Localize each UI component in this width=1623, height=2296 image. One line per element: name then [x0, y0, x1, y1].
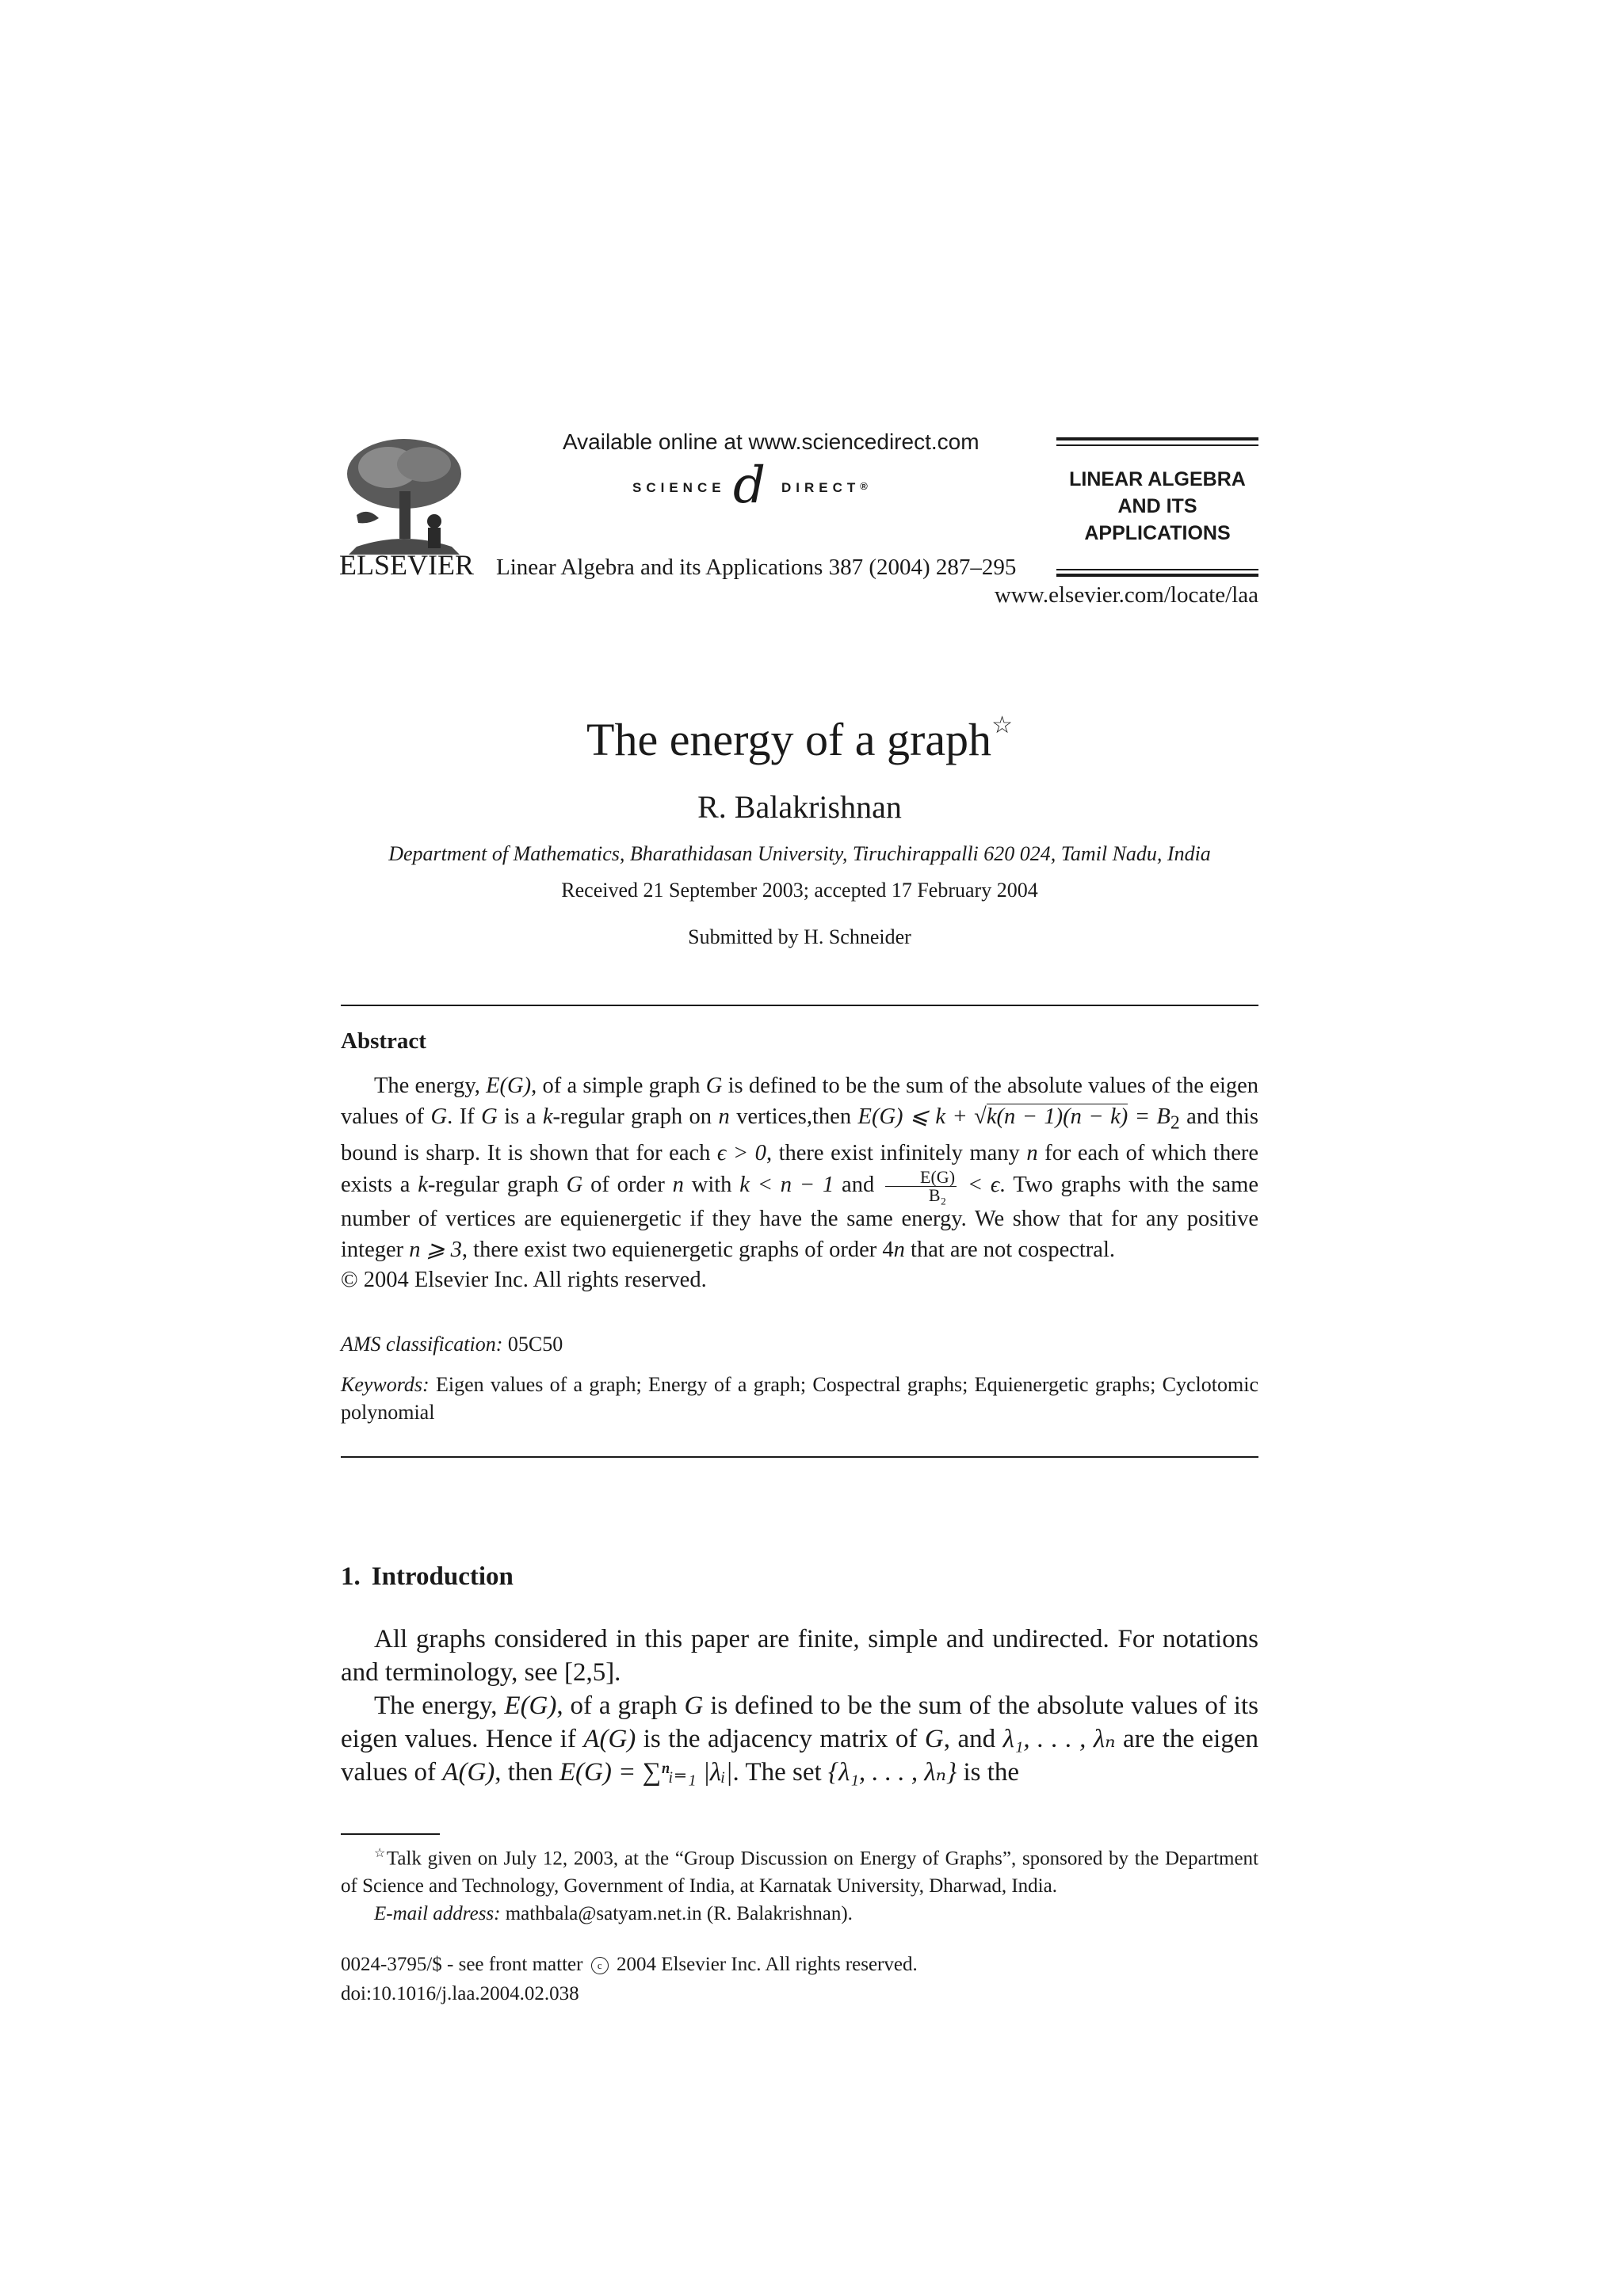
intro-text: is defined to be the sum of the absolute values of its eigen values. Hence if — [341, 1691, 1258, 1753]
intro-math: A(G) — [583, 1725, 636, 1753]
section-title: Introduction — [371, 1562, 514, 1591]
ams-value: 05C50 — [502, 1333, 563, 1356]
abstract-math: ϵ > 0 — [716, 1140, 766, 1165]
copyright-symbol: c — [591, 1957, 609, 1974]
abstract-text: of order — [582, 1173, 673, 1198]
footnote-email — [341, 1900, 1258, 1928]
abstract-math: G — [705, 1074, 723, 1098]
abstract-paragraph — [341, 1071, 1258, 1265]
abstract-text: -regular graph — [427, 1173, 567, 1198]
abstract-math: k — [418, 1173, 428, 1198]
abstract-text: and — [834, 1173, 883, 1198]
double-rule-top-a — [1056, 437, 1258, 441]
fraction-denominator: B₂ — [928, 1185, 947, 1206]
intro-math: {λ₁, . . . , λₙ} — [827, 1758, 957, 1787]
abstract-text: , of a simple graph — [531, 1074, 706, 1098]
title-star-mark: ☆ — [991, 712, 1013, 738]
sciencedirect-logo — [632, 456, 902, 518]
abstract-bottom-rule — [341, 1456, 1258, 1458]
energy-sum-math: E(G) = ∑ⁿᵢ₌₁ |λᵢ| — [559, 1758, 733, 1787]
abstract-text: is a — [497, 1104, 543, 1129]
intro-math: E(G) — [504, 1691, 557, 1720]
front-matter-text: 0024-3795/$ - see front matter — [341, 1954, 588, 1975]
abstract-math: n — [718, 1104, 730, 1129]
front-matter-text: 2004 Elsevier Inc. All rights reserved. — [611, 1954, 918, 1975]
energy-bound-math: E(G) ⩽ k + √ — [857, 1104, 987, 1129]
sd-left-word: SCIENCE — [632, 480, 726, 495]
publisher-name: ELSEVIER — [339, 549, 474, 581]
intro-text: The energy, — [374, 1691, 505, 1720]
abstract-text: that are not cospectral. — [904, 1237, 1115, 1262]
intro-text: . The set — [732, 1758, 828, 1787]
abstract-math: n — [1026, 1140, 1038, 1165]
journal-url: www.elsevier.com/locate/laa — [994, 582, 1258, 608]
introduction-body — [341, 1623, 1258, 1789]
ams-classification — [341, 1333, 563, 1356]
intro-math: λ₁, . . . , λₙ — [1002, 1725, 1116, 1753]
intro-paragraph-2 — [341, 1689, 1258, 1789]
abstract-heading: Abstract — [341, 1028, 426, 1054]
email-label: E-mail address: — [374, 1903, 501, 1925]
abstract-text: is defined to be the sum of the absolute values of the eigen values of — [341, 1074, 1259, 1129]
abstract-math: G — [481, 1104, 498, 1129]
energy-ratio-fraction — [885, 1169, 957, 1204]
article-page — [341, 0, 1258, 2296]
double-rule-bottom-b — [1056, 574, 1258, 577]
abstract-text: -regular graph on — [552, 1104, 719, 1129]
subscript: 2 — [1170, 1112, 1180, 1134]
doi: doi:10.1016/j.laa.2004.02.038 — [341, 1983, 579, 2004]
abstract-text: . Two graphs with the same number of vertices are equienergetic if they have the same energy. We show that for any positive integer — [341, 1173, 1259, 1262]
sd-right-word — [781, 480, 868, 496]
abstract-math: G — [566, 1173, 583, 1198]
journal-box-title: LINEAR ALGEBRA AND ITS APPLICATIONS — [1069, 468, 1246, 544]
intro-text: , and — [943, 1725, 1003, 1753]
abstract-math: n — [893, 1237, 905, 1262]
double-rule-bottom-a — [1056, 569, 1258, 570]
intro-text: is the — [957, 1758, 1020, 1787]
keywords-value: Eigen values of a graph; Energy of a graph; Cospectral graphs; Equienergetic graphs; Cyclotomic polynomial — [341, 1373, 1258, 1424]
abstract-text: The energy, — [374, 1074, 487, 1098]
intro-text: are the eigen values of — [341, 1725, 1258, 1787]
abstract-text: for each of which there exists a — [341, 1140, 1258, 1198]
intro-math: G — [924, 1725, 944, 1753]
section-heading — [341, 1562, 514, 1592]
journal-citation: Linear Algebra and its Applications 387 (2004) 287–295 — [496, 555, 1017, 580]
registered-mark: ® — [860, 480, 868, 492]
intro-text: , then — [495, 1758, 559, 1787]
email-value: mathbala@satyam.net.in (R. Balakrishnan). — [500, 1903, 853, 1925]
abstract-top-rule — [341, 1005, 1258, 1006]
intro-math: A(G) — [442, 1758, 495, 1787]
sd-d-mark: d — [733, 456, 766, 515]
received-dates: Received 21 September 2003; accepted 17 February 2004 — [561, 879, 1038, 902]
abstract-math: = B — [1128, 1104, 1170, 1129]
abstract-copyright: © 2004 Elsevier Inc. All rights reserved. — [341, 1268, 707, 1293]
author-affiliation: Department of Mathematics, Bharathidasan University, Tiruchirappalli 620 024, Tamil Nadu, India — [388, 842, 1211, 865]
available-online-text: Available online at www.sciencedirect.com — [563, 429, 980, 454]
keywords — [341, 1371, 1258, 1426]
intro-text: , of a graph — [556, 1691, 685, 1720]
intro-paragraph-1: All graphs considered in this paper are finite, simple and undirected. For notations and terminology, see [2,5]. — [341, 1625, 1258, 1687]
abstract-body — [341, 1071, 1258, 1296]
journal-title-box — [1056, 437, 1258, 578]
abstract-math: G — [430, 1104, 448, 1129]
submitted-by: Submitted by H. Schneider — [688, 925, 911, 948]
footnote-rule — [341, 1833, 440, 1835]
abstract-math: E(G) — [486, 1074, 532, 1098]
intro-math: G — [684, 1691, 704, 1720]
abstract-math: n ⩾ 3 — [409, 1237, 462, 1262]
front-matter-line — [341, 1950, 918, 1979]
abstract-math: k — [542, 1104, 553, 1129]
abstract-text: and this bound is sharp. It is shown that for each — [341, 1104, 1258, 1165]
keywords-label: Keywords: — [341, 1373, 430, 1396]
abstract-text: , there exist infinitely many — [766, 1140, 1027, 1165]
abstract-math: n — [672, 1173, 684, 1198]
abstract-math: < ϵ — [960, 1173, 1000, 1198]
footnote-star-mark: ☆ — [374, 1847, 387, 1860]
fraction-numerator: E(G) — [885, 1169, 957, 1187]
intro-text: is the adjacency matrix of — [636, 1725, 925, 1753]
paper-title — [341, 711, 1258, 766]
ams-label: AMS classification: — [341, 1333, 503, 1356]
front-matter — [341, 1950, 918, 2008]
author-name: R. Balakrishnan — [697, 789, 902, 825]
abstract-text: . If — [447, 1104, 482, 1129]
abstract-text: vertices,then — [729, 1104, 858, 1129]
section-number: 1. — [341, 1562, 361, 1591]
footnote-talk — [341, 1840, 1258, 1900]
footnote — [341, 1840, 1258, 1928]
abstract-math: k < n − 1 — [739, 1173, 834, 1198]
sqrt-radicand: k(n − 1)(n − k) — [986, 1104, 1128, 1129]
sd-right-text: DIRECT — [781, 480, 861, 495]
abstract-text: with — [683, 1173, 740, 1198]
paper-title-text: The energy of a graph — [586, 714, 992, 765]
abstract-text: , there exist two equienergetic graphs of order 4 — [461, 1237, 894, 1262]
double-rule-top-b — [1056, 444, 1258, 446]
elsevier-tree-logo — [341, 436, 468, 555]
footnote-talk-text: Talk given on July 12, 2003, at the “Group Discussion on Energy of Graphs”, sponsored by the Department of Science and Technology, Government of India, at Karnatak University, Dharwad, India. — [341, 1848, 1258, 1897]
